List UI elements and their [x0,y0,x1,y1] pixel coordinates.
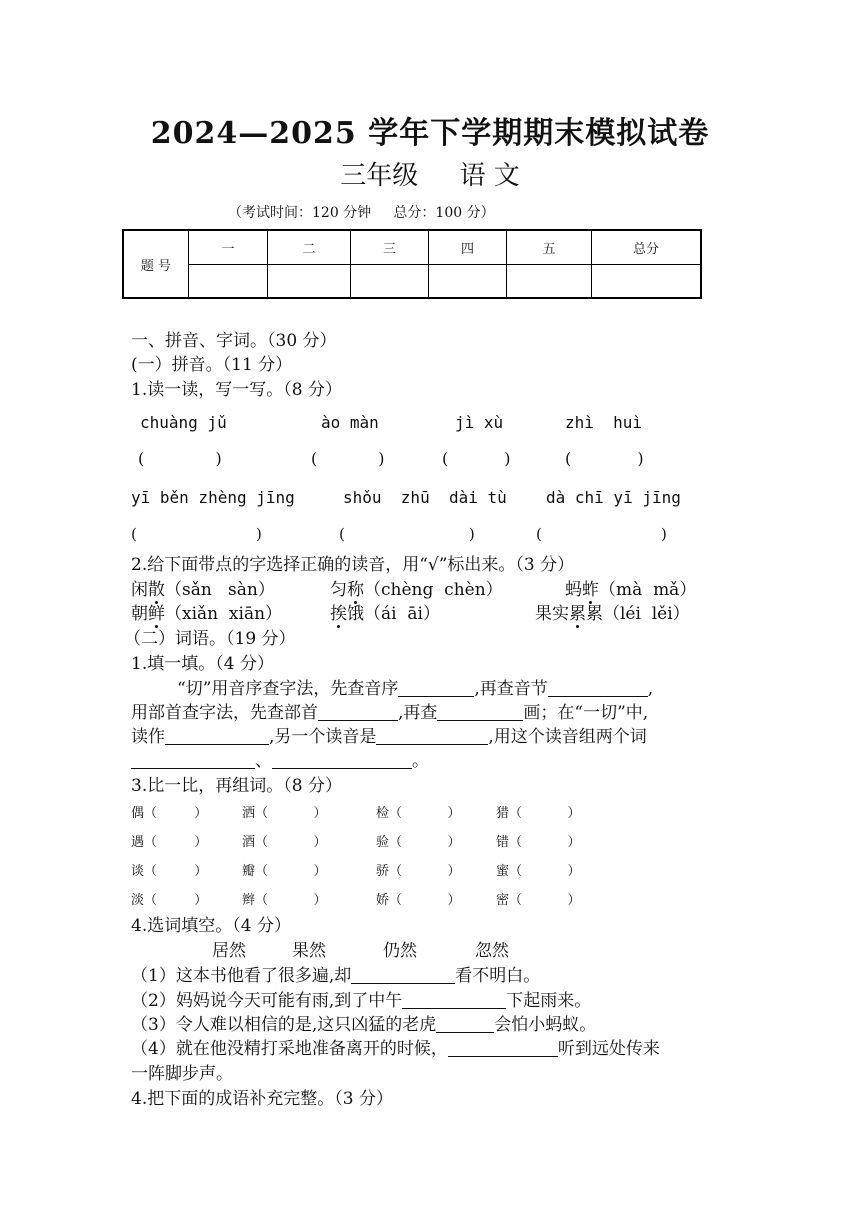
score-cell-4[interactable] [429,264,507,298]
score-col-1: 一 [189,230,268,264]
reading-item[interactable]: 朝鲜（xiǎn xiān） [131,599,282,624]
answer-bracket[interactable]: ( ) [339,525,475,543]
blank[interactable] [131,752,255,769]
compare-char: 检（ ） [376,806,461,821]
blank[interactable] [376,728,488,745]
reading-item[interactable]: 匀称（chèng chèn） [330,575,503,600]
exam-info: （考试时间：120 分钟 总分：100 分） [228,205,495,221]
fill-sentence: （4）就在他没精打采地准备离开的时候， 听到远处传来 [131,1039,660,1059]
compare-char: 淡（ ） [131,893,208,908]
fill-line: “切”用音序查字法，先查音序 ,再查音节 , [177,679,654,699]
answer-bracket[interactable]: ( ) [131,525,262,543]
q2-heading: 2.给下面带点的字选择正确的读音，用“√”标出来。（3 分） [131,555,575,575]
s2-q1-heading: 1.填一填。（4 分） [131,654,274,674]
score-table [122,229,702,299]
answer-bracket[interactable]: ( ) [138,449,222,468]
blank[interactable] [448,1040,558,1057]
compare-char: 验（ ） [376,835,461,850]
compare-char: 骄（ ） [376,864,461,879]
blank[interactable] [437,704,523,721]
compare-char: 遇（ ） [131,835,208,850]
blank[interactable] [165,728,269,745]
blank[interactable] [318,704,398,721]
compare-char: 密（ ） [496,893,581,908]
reading-item[interactable]: 闲散（sǎn sàn） [131,575,275,600]
score-cell-1[interactable] [189,264,268,298]
word-choice: 忽然 [475,941,509,961]
score-cell-2[interactable] [268,264,351,298]
pinyin-item: jì xù [455,413,504,432]
compare-char: 瓣（ ） [242,864,327,879]
fill-line: 用部首查字法，先查部首 ,再查 画；在“一切”中, [131,703,649,723]
answer-bracket[interactable]: ( ) [442,449,511,468]
compare-char: 猎（ ） [496,806,581,821]
reading-item[interactable]: 蚂蚱（mà mǎ） [565,575,696,600]
pinyin-item: dà chī yī jīng [546,488,681,507]
pinyin-item: chuàng jǔ [140,413,227,432]
compare-char: 谈（ ） [131,864,208,879]
exam-subtitle: 三年级 语 文 [340,161,520,191]
pinyin-item: shǒu zhū dài tù [343,488,507,507]
blank[interactable] [436,1016,494,1033]
answer-bracket[interactable]: ( ) [536,525,667,543]
reading-item[interactable]: 挨饿（ái āi） [330,599,440,624]
score-cell-3[interactable] [351,264,429,298]
fill-sentence: （2）妈妈说今天可能有雨,到了中午 下起雨来。 [131,991,592,1011]
s2-q4-heading: 4.选词填空。（4 分） [131,916,291,936]
compare-char: 偶（ ） [131,806,208,821]
section1-heading: 一、拼音、字词。（30 分） [131,331,337,351]
score-table-row-label: 题 号 [123,230,189,298]
blank[interactable] [272,752,412,769]
blank[interactable] [398,680,474,697]
compare-char: 酒（ ） [242,835,327,850]
fill-sentence-continued: 一阵脚步声。 [131,1064,233,1084]
compare-char: 蜜（ ） [496,864,581,879]
pinyin-item: ào màn [321,413,379,432]
fill-sentence: （1）这本书他看了很多遍,却 看不明白。 [131,966,541,986]
fill-sentence: （3）令人难以相信的是,这只凶猛的老虎 会怕小蚂蚁。 [131,1015,597,1035]
score-col-4: 四 [429,230,507,264]
score-cell-total[interactable] [592,264,702,298]
s2-q3-heading: 3.比一比，再组词。（8 分） [131,776,342,796]
compare-char: 辫（ ） [242,893,327,908]
score-col-5: 五 [507,230,592,264]
score-col-2: 二 [268,230,351,264]
blank[interactable] [548,680,648,697]
answer-bracket[interactable]: ( ) [311,449,385,468]
pinyin-item: zhì huì [565,413,643,432]
reading-item[interactable]: 果实累累（léi lěi） [535,599,690,624]
compare-char: 娇（ ） [376,893,461,908]
word-choice: 居然 [212,941,246,961]
score-cell-5[interactable] [507,264,592,298]
q1-heading: 1.读一读，写一写。（8 分） [131,380,342,400]
score-col-total: 总分 [592,230,702,264]
compare-char: 洒（ ） [242,806,327,821]
compare-char: 错（ ） [496,835,581,850]
word-choice: 果然 [292,941,326,961]
fill-line: 读作 ,另一个读音是 ,用这个读音组两个词 [131,727,647,747]
answer-bracket[interactable]: ( ) [565,449,644,468]
blank[interactable] [402,992,506,1009]
blank[interactable] [351,967,455,984]
score-col-3: 三 [351,230,429,264]
pinyin-item: yī běn zhèng jīng [131,488,295,507]
s2-q5-heading: 4.把下面的成语补充完整。（3 分） [131,1089,393,1109]
part1-heading: (一）拼音。（11 分） [131,355,293,375]
part2-heading: （二）词语。（19 分） [124,629,296,649]
fill-line: 、 。 [131,746,429,771]
word-choice: 仍然 [383,941,417,961]
exam-title: 2024—2025 学年下学期期末模拟试卷 [150,116,710,151]
